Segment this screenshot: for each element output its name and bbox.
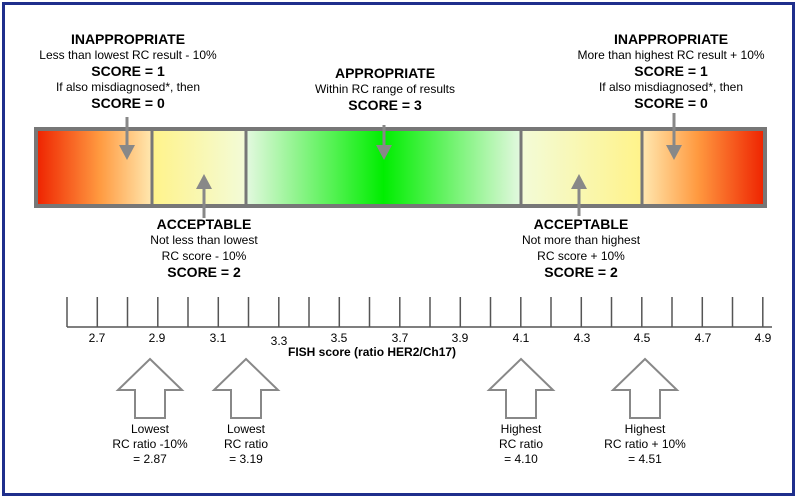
acceptable-right-score: SCORE = 2 [544, 264, 618, 280]
bottom-label-line: = 2.87 [133, 452, 167, 466]
inappropriate-right-title: INAPPROPRIATE [613, 31, 729, 47]
bottom-arrows [118, 359, 677, 418]
tick-label: 3.7 [391, 331, 409, 345]
inappropriate-right-score: SCORE = 1 [634, 63, 708, 79]
arrow-highest-plus10 [613, 359, 677, 418]
bottom-label-lowest-minus10 [112, 422, 187, 467]
inappropriate-left-score: SCORE = 1 [91, 63, 165, 79]
tick-label: 4.7 [694, 331, 712, 345]
appropriate-score: SCORE = 3 [348, 97, 422, 113]
acceptable-right-line2: RC score + 10% [537, 249, 625, 263]
label-acceptable-left [150, 216, 257, 280]
label-appropriate [315, 65, 455, 113]
arrow-lowest [214, 359, 278, 418]
bottom-label-line: RC ratio [223, 437, 269, 451]
inappropriate-left-score2: SCORE = 0 [91, 95, 165, 111]
inappropriate-right-desc: More than highest RC result + 10% [577, 48, 765, 62]
tick-label: 3.1 [209, 331, 227, 345]
inappropriate-left-note: If also misdiagnosed*, then [55, 80, 201, 94]
axis-ticks [67, 297, 763, 327]
acceptable-left-score: SCORE = 2 [167, 264, 241, 280]
label-inappropriate-right [577, 31, 764, 111]
acceptable-right-line1: Not more than highest [521, 233, 641, 247]
bottom-label-highest-plus10 [604, 422, 686, 467]
tick-label: 3.5 [330, 331, 348, 345]
inappropriate-right-score2: SCORE = 0 [634, 95, 708, 111]
inappropriate-right-note: If also misdiagnosed*, then [598, 80, 744, 94]
label-acceptable-right [522, 216, 640, 280]
tick-label: 2.9 [148, 331, 166, 345]
bottom-label-line: Highest [624, 422, 666, 436]
acceptable-left-title: ACCEPTABLE [156, 216, 252, 232]
acceptable-left-line1: Not less than lowest [150, 233, 258, 247]
bottom-label-line: Lowest [226, 422, 266, 436]
zone-inappropriate-right [642, 129, 765, 206]
tick-label: 3.9 [451, 331, 469, 345]
inappropriate-left-title: INAPPROPRIATE [70, 31, 186, 47]
arrow-lowest-minus10 [118, 359, 182, 418]
acceptable-left-line2: RC score - 10% [161, 249, 247, 263]
tick-label: 4.3 [573, 331, 591, 345]
tick-label: 4.9 [754, 331, 772, 345]
axis-title: FISH score (ratio HER2/Ch17) [288, 345, 457, 359]
zone-inappropriate-left [36, 129, 152, 206]
appropriate-title: APPROPRIATE [334, 65, 436, 81]
bottom-label-highest [499, 422, 543, 467]
bottom-label-line: = 4.51 [628, 452, 662, 466]
arrow-highest [489, 359, 553, 418]
zone-acceptable-left [152, 129, 246, 206]
appropriate-desc: Within RC range of results [314, 82, 456, 96]
bottom-label-line: = 4.10 [504, 452, 538, 466]
bottom-label-line: RC ratio -10% [112, 437, 188, 451]
bottom-label-line: Highest [500, 422, 542, 436]
label-inappropriate-left [39, 31, 216, 111]
zone-acceptable-right [521, 129, 642, 206]
tick-label: 4.1 [512, 331, 530, 345]
tick-label: 4.5 [633, 331, 651, 345]
bottom-label-line: Lowest [130, 422, 170, 436]
bottom-label-line: RC ratio [498, 437, 544, 451]
tick-label: 2.7 [88, 331, 106, 345]
bottom-label-line: = 3.19 [229, 452, 263, 466]
bottom-label-line: RC ratio + 10% [604, 437, 686, 451]
tick-label: 3.3 [270, 334, 288, 348]
bottom-label-lowest [224, 422, 268, 467]
acceptable-right-title: ACCEPTABLE [533, 216, 629, 232]
inappropriate-left-desc: Less than lowest RC result - 10% [39, 48, 217, 62]
